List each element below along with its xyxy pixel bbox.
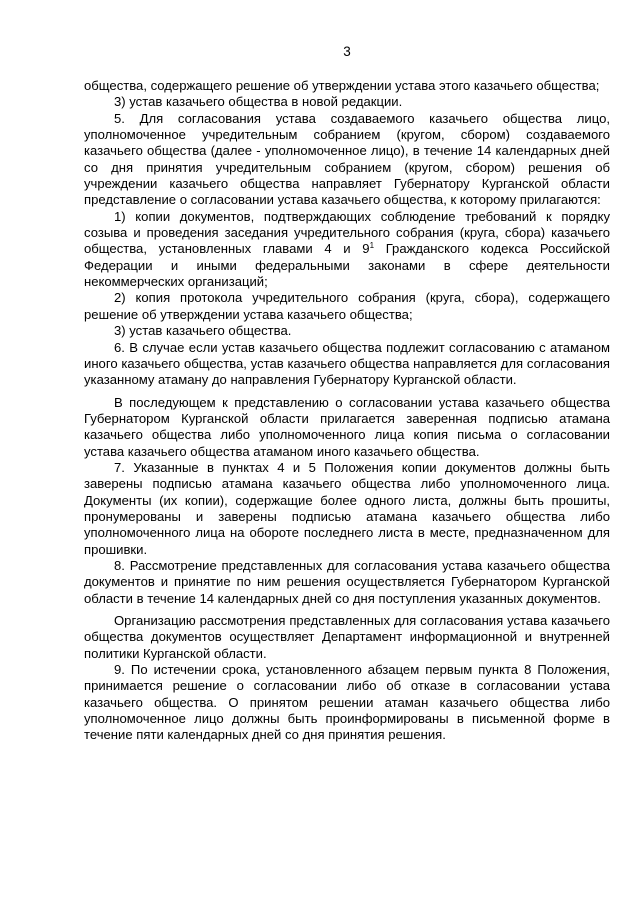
paragraph-item-1-text: 1) копии документов, подтверждающих соблюдение требований к порядку созыва и проведения заседания учредительного собрания (круга, сбора) казачьего общества, установленных главами 4 и 9 [84,208,610,257]
document-page [84,44,610,744]
paragraph-item-2-protocol: 2) копия протокола учредительного собрания (круга, сбора), содержащего решение об утверждении устава казачьего общества; [84,290,610,322]
paragraph-item-1-copies [84,209,610,291]
paragraph-point-6: 6. В случае если устав казачьего общества подлежит согласованию с атаманом иного казачьего общества, устав казачьего общества направляется для согласования указанному атаману до направления Губернатору Курганской области. [84,339,610,388]
paragraph-organization: Организацию рассмотрения представленных для согласования устава казачьего общества документов осуществляет Департамент информационной и внутренней политики Курганской области. [84,613,610,661]
paragraph-point-5: 5. Для согласования устава создаваемого казачьего общества лицо, уполномоченное учредительным собранием (кругом, сбором) создаваемого казачьего общества (далее - уполномоченное лицо), в течение 14 календарных дней со дня принятия учредительным собранием (кругом, сбором) решения об учреждении казачьего общества направляет Губернатору Курганской области представление о согласовании устава казачьего общества, к которому прилагаются: [84,110,610,208]
page-number: 3 [343,44,351,59]
paragraph-item-1-tail: Гражданского кодекса Российской Федерации и иными федеральными законами в сфере деятельности некоммерческих организаций; [84,241,611,290]
paragraph-point-8: 8. Рассмотрение представленных для согласования устава казачьего общества документов и принятие по ним решения осуществляется Губернатором Курганской области в течение 14 календарных дней со дня поступления указанных документов. [84,557,610,606]
paragraph-point-9: 9. По истечении срока, установленного абзацем первым пункта 8 Положения, принимается решение о согласовании либо об отказе в согласовании устава казачьего общества. О принятом решении атаман казачьего общества либо уполномоченное лицо должны быть проинформированы в письменной форме в течение пяти календарных дней со дня принятия решения. [84,662,610,743]
paragraph-continuation: общества, содержащего решение об утверждении устава этого казачьего общества; [84,78,600,93]
paragraph-subsequent: В последующем к представлению о согласовании устава казачьего общества Губернатором Курганской области прилагается заверенная подписью атамана казачьего общества либо уполномоченного лица копия письма о согласовании устава казачьего общества атаманом иного казачьего общества. [84,394,610,459]
paragraph-point-7: 7. Указанные в пунктах 4 и 5 Положения копии документов должны быть заверены подписью атамана казачьего общества либо уполномоченного лица. Документы (их копии), содержащие более одного листа, должны быть прошиты, пронумерованы и заверены подписью атамана казачьего общества либо уполномоченного лица на обороте последнего листа в месте, предназначенном для прошивки. [84,459,610,557]
paragraph-item-3-charter: 3) устав казачьего общества. [114,323,292,339]
superscript-ref: 1 [369,241,375,251]
paragraph-item-3-new-edition: 3) устав казачьего общества в новой редакции. [114,94,403,110]
